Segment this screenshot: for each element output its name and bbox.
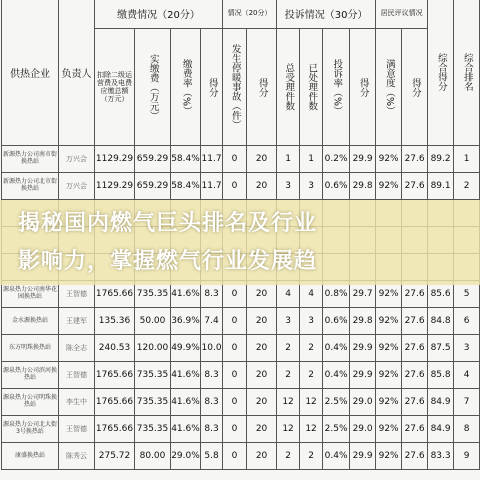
- cell-supplier: 源泉热力公司明珠换热站: [2, 389, 59, 416]
- table-row: [2, 308, 480, 335]
- cell-handled: 3: [300, 173, 323, 200]
- cell-deduct: 240.53: [95, 335, 135, 362]
- header-score-1: 得分: [206, 77, 218, 97]
- cell-supplier: 源泉热力公司北大街3号换热站: [2, 416, 59, 443]
- header-score-4: 得分: [409, 77, 421, 97]
- cell-paid: 735.35: [135, 389, 171, 416]
- cell-supplier: 金水源换热站: [2, 308, 59, 335]
- table-row: [2, 173, 480, 200]
- cell-supplier: 源泉热力公司滨河换热站: [2, 362, 59, 389]
- cell-supplier: 新源热力公司南市街换热站: [2, 146, 59, 173]
- cell-paid: 659.29: [135, 146, 171, 173]
- cell-rank: 1: [454, 146, 480, 173]
- cell-received: 1: [277, 146, 300, 173]
- cell-rate: 58.4%: [171, 146, 201, 173]
- cell-rank: 2: [454, 173, 480, 200]
- cell-score-4: 27.6: [402, 281, 428, 308]
- cell-total: 87.5: [428, 335, 454, 362]
- cell-score-3: 29.9: [350, 443, 376, 470]
- cell-rank: 6: [454, 308, 480, 335]
- table-row: [2, 389, 480, 416]
- cell-total: 85.8: [428, 362, 454, 389]
- cell-score-4: 27.6: [402, 416, 428, 443]
- cell-rank: 3: [454, 335, 480, 362]
- cell-person: 陈全志: [59, 335, 95, 362]
- header-rank: 综合排名: [461, 53, 473, 91]
- cell-satisfaction: 92%: [376, 335, 402, 362]
- header-deduct: 扣除二级运营费及电费应缴总额（万元）: [97, 70, 132, 104]
- cell-score-4: 27.6: [402, 335, 428, 362]
- cell-score-2: 20: [247, 281, 277, 308]
- cell-complaint-rate: 0.8%: [323, 281, 350, 308]
- table-row: [2, 362, 480, 389]
- cell-handled: 1: [300, 146, 323, 173]
- cell-complaint-rate: 0.2%: [323, 146, 350, 173]
- cell-handled: 2: [300, 443, 323, 470]
- cell-deduct: 275.72: [95, 443, 135, 470]
- cell-handled: 12: [300, 416, 323, 443]
- cell-deduct: 135.36: [95, 308, 135, 335]
- cell-satisfaction: 92%: [376, 389, 402, 416]
- cell-rate: 41.6%: [171, 281, 201, 308]
- cell-score-2: 20: [247, 443, 277, 470]
- cell-total: 84.9: [428, 389, 454, 416]
- cell-score-2: 20: [247, 335, 277, 362]
- cell-score-4: 27.6: [402, 173, 428, 200]
- cell-score-2: 20: [247, 416, 277, 443]
- cell-score-2: 20: [247, 173, 277, 200]
- cell-total: 84.8: [428, 308, 454, 335]
- cell-complaint-rate: 0.4%: [323, 335, 350, 362]
- cell-score-1: 10.0: [201, 335, 223, 362]
- header-satisfaction: 满意度（%）: [383, 58, 395, 116]
- cell-score-1: 11.7: [201, 173, 223, 200]
- cell-complaint-rate: 0.6%: [323, 308, 350, 335]
- cell-deduct: 1765.66: [95, 362, 135, 389]
- cell-received: 4: [277, 281, 300, 308]
- cell-score-4: 27.6: [402, 146, 428, 173]
- cell-score-3: 29.0: [350, 416, 376, 443]
- cell-outage: 0: [223, 362, 247, 389]
- cell-handled: 2: [300, 335, 323, 362]
- cell-handled: 4: [300, 281, 323, 308]
- cell-rank: 5: [454, 281, 480, 308]
- cell-paid: 659.29: [135, 173, 171, 200]
- cell-paid: 120.00: [135, 335, 171, 362]
- header-group-fee: 缴费情况（20分）: [95, 0, 223, 29]
- cell-score-1: 8.3: [201, 281, 223, 308]
- cell-person: 王建军: [59, 308, 95, 335]
- cell-deduct: 1765.66: [95, 389, 135, 416]
- header-person: 负责人: [59, 0, 95, 146]
- header-group-complaint: 投诉情况（30分）: [277, 0, 376, 29]
- cell-deduct: 1129.29: [95, 173, 135, 200]
- promo-banner-overlay: [0, 200, 480, 285]
- cell-satisfaction: 92%: [376, 173, 402, 200]
- table-body: [2, 146, 480, 470]
- cell-paid: 735.35: [135, 281, 171, 308]
- cell-complaint-rate: 0.6%: [323, 173, 350, 200]
- cell-handled: 12: [300, 389, 323, 416]
- table-row: [2, 335, 480, 362]
- cell-person: 王智德: [59, 362, 95, 389]
- cell-score-4: 27.6: [402, 443, 428, 470]
- cell-score-3: 29.8: [350, 173, 376, 200]
- table-row: [2, 443, 480, 470]
- cell-paid: 735.35: [135, 416, 171, 443]
- cell-deduct: 1129.29: [95, 146, 135, 173]
- cell-supplier: 康盛换热站: [2, 443, 59, 470]
- cell-score-1: 8.3: [201, 389, 223, 416]
- cell-rank: 8: [454, 416, 480, 443]
- cell-score-3: 29.9: [350, 146, 376, 173]
- header-paid: 实缴费（万元）: [147, 53, 159, 121]
- cell-outage: 0: [223, 443, 247, 470]
- cell-person: 万兴会: [59, 146, 95, 173]
- cell-outage: 0: [223, 335, 247, 362]
- cell-supplier: 东方明珠换热站: [2, 335, 59, 362]
- header-received: 总受理件数: [283, 63, 295, 111]
- cell-supplier: 源泉热力公司南华花园换热站: [2, 281, 59, 308]
- banner-line-2: 影响力，掌握燃气行业发展趋: [18, 249, 318, 274]
- banner-line-1: 揭秘国内燃气巨头排名及行业: [18, 211, 318, 236]
- cell-paid: 50.00: [135, 308, 171, 335]
- cell-satisfaction: 92%: [376, 308, 402, 335]
- header-group-incident: 情况（20分）: [223, 0, 277, 29]
- cell-rate: 58.4%: [171, 173, 201, 200]
- cell-satisfaction: 92%: [376, 362, 402, 389]
- cell-total: 85.6: [428, 281, 454, 308]
- cell-rank: 4: [454, 362, 480, 389]
- cell-handled: 2: [300, 362, 323, 389]
- header-total: 综合得分: [435, 53, 447, 91]
- cell-outage: 0: [223, 173, 247, 200]
- cell-score-2: 20: [247, 308, 277, 335]
- cell-received: 2: [277, 443, 300, 470]
- cell-satisfaction: 92%: [376, 146, 402, 173]
- cell-person: 李生中: [59, 389, 95, 416]
- cell-satisfaction: 92%: [376, 443, 402, 470]
- cell-rate: 36.9%: [171, 308, 201, 335]
- cell-score-4: 27.6: [402, 362, 428, 389]
- header-supplier: 供热企业: [2, 0, 59, 146]
- cell-person: 王智德: [59, 281, 95, 308]
- cell-deduct: 1765.66: [95, 416, 135, 443]
- cell-total: 89.2: [428, 146, 454, 173]
- cell-complaint-rate: 0.4%: [323, 362, 350, 389]
- cell-score-4: 27.6: [402, 308, 428, 335]
- cell-outage: 0: [223, 416, 247, 443]
- cell-received: 12: [277, 389, 300, 416]
- cell-supplier: 新源热力公司北市街换热站: [2, 173, 59, 200]
- table-row: [2, 146, 480, 173]
- cell-deduct: 1765.66: [95, 281, 135, 308]
- cell-complaint-rate: 0.4%: [323, 443, 350, 470]
- cell-score-3: 29.7: [350, 281, 376, 308]
- header-complaint-rate: 投诉率（%）: [331, 58, 343, 116]
- cell-handled: 3: [300, 308, 323, 335]
- cell-score-1: 7.4: [201, 308, 223, 335]
- header-score-2: 得分: [256, 77, 268, 97]
- cell-person: 陈秀云: [59, 443, 95, 470]
- cell-score-1: 5.8: [201, 443, 223, 470]
- cell-score-1: 8.3: [201, 416, 223, 443]
- cell-score-3: 29.8: [350, 308, 376, 335]
- cell-person: 万兴会: [59, 173, 95, 200]
- cell-score-2: 20: [247, 146, 277, 173]
- cell-score-1: 11.7: [201, 146, 223, 173]
- cell-total: 83.3: [428, 443, 454, 470]
- cell-outage: 0: [223, 281, 247, 308]
- cell-score-3: 29.9: [350, 362, 376, 389]
- cell-rate: 41.6%: [171, 416, 201, 443]
- header-rate: 缴费率（%）: [180, 58, 192, 116]
- cell-score-2: 20: [247, 389, 277, 416]
- cell-rank: 7: [454, 389, 480, 416]
- header-group-eval: 居民评议情况: [376, 0, 428, 29]
- cell-rate: 41.6%: [171, 362, 201, 389]
- cell-score-1: 8.3: [201, 362, 223, 389]
- table-row: [2, 416, 480, 443]
- cell-received: 2: [277, 335, 300, 362]
- cell-received: 12: [277, 416, 300, 443]
- cell-received: 2: [277, 362, 300, 389]
- cell-satisfaction: 92%: [376, 416, 402, 443]
- header-score-3: 得分: [357, 77, 369, 97]
- cell-rank: 9: [454, 443, 480, 470]
- cell-rate: 49.9%: [171, 335, 201, 362]
- cell-complaint-rate: 2.5%: [323, 416, 350, 443]
- cell-satisfaction: 92%: [376, 281, 402, 308]
- cell-rate: 41.6%: [171, 389, 201, 416]
- cell-complaint-rate: 2.5%: [323, 389, 350, 416]
- cell-received: 3: [277, 308, 300, 335]
- cell-score-3: 29.0: [350, 389, 376, 416]
- cell-score-3: 29.9: [350, 335, 376, 362]
- cell-paid: 80.00: [135, 443, 171, 470]
- header-handled: 已处理件数: [306, 63, 318, 111]
- cell-total: 89.1: [428, 173, 454, 200]
- cell-paid: 735.35: [135, 362, 171, 389]
- cell-outage: 0: [223, 389, 247, 416]
- cell-received: 3: [277, 173, 300, 200]
- cell-total: 84.9: [428, 416, 454, 443]
- cell-score-4: 27.6: [402, 389, 428, 416]
- header-outage: 发生停暖事故（件）: [229, 44, 241, 130]
- cell-score-2: 20: [247, 362, 277, 389]
- cell-person: 王智德: [59, 416, 95, 443]
- cell-rate: 29.0%: [171, 443, 201, 470]
- cell-outage: 0: [223, 146, 247, 173]
- cell-outage: 0: [223, 308, 247, 335]
